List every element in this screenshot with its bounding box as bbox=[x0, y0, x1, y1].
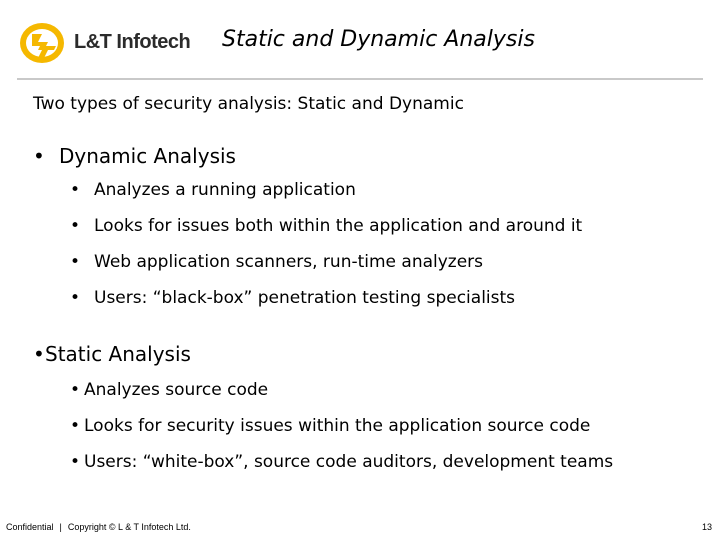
list-item bbox=[70, 380, 268, 400]
list-item-text: Analyzes source code bbox=[84, 380, 269, 400]
list-item bbox=[70, 416, 590, 436]
list-item bbox=[70, 180, 356, 200]
list-item-text: Looks for security issues within the application source code bbox=[84, 416, 591, 436]
bullet: • bbox=[70, 288, 81, 308]
list-item bbox=[70, 452, 613, 472]
bullet: • bbox=[70, 216, 81, 236]
confidential-label: Confidential bbox=[6, 522, 54, 532]
footer-separator: | bbox=[59, 522, 62, 532]
header-divider bbox=[17, 78, 703, 80]
list-item-text: Users: “white-box”, source code auditors, development teams bbox=[84, 452, 614, 472]
bullet: • bbox=[70, 380, 81, 400]
slide-subtitle: Two types of security analysis: Static and Dynamic bbox=[33, 94, 464, 114]
logo-text: L&T Infotech bbox=[74, 31, 191, 53]
section-heading-label: Dynamic Analysis bbox=[59, 144, 236, 168]
list-item-text: Analyzes a running application bbox=[94, 180, 356, 200]
bullet: • bbox=[70, 416, 81, 436]
bullet: • bbox=[70, 180, 81, 200]
bullet: • bbox=[33, 342, 45, 366]
slide-title: Static and Dynamic Analysis bbox=[222, 27, 535, 52]
list-item-text: Web application scanners, run-time analyzers bbox=[94, 252, 484, 272]
list-item-text: Looks for issues both within the application and around it bbox=[94, 216, 583, 236]
list-item bbox=[70, 216, 582, 236]
lt-logo-icon bbox=[18, 16, 72, 70]
bullet: • bbox=[70, 452, 81, 472]
slide-header bbox=[0, 0, 720, 80]
section-heading-dynamic bbox=[33, 144, 236, 168]
bullet: • bbox=[70, 252, 81, 272]
section-heading-label: Static Analysis bbox=[45, 342, 191, 366]
list-item bbox=[70, 252, 483, 272]
list-item bbox=[70, 288, 515, 308]
lt-infotech-logo bbox=[18, 16, 191, 70]
list-item-text: Users: “black-box” penetration testing specialists bbox=[94, 288, 516, 308]
copyright-text: Copyright © L & T Infotech Ltd. bbox=[67, 522, 191, 532]
bullet: • bbox=[33, 144, 45, 168]
section-heading-static bbox=[33, 342, 191, 366]
page-number: 13 bbox=[702, 522, 713, 532]
slide-footer bbox=[6, 522, 191, 532]
